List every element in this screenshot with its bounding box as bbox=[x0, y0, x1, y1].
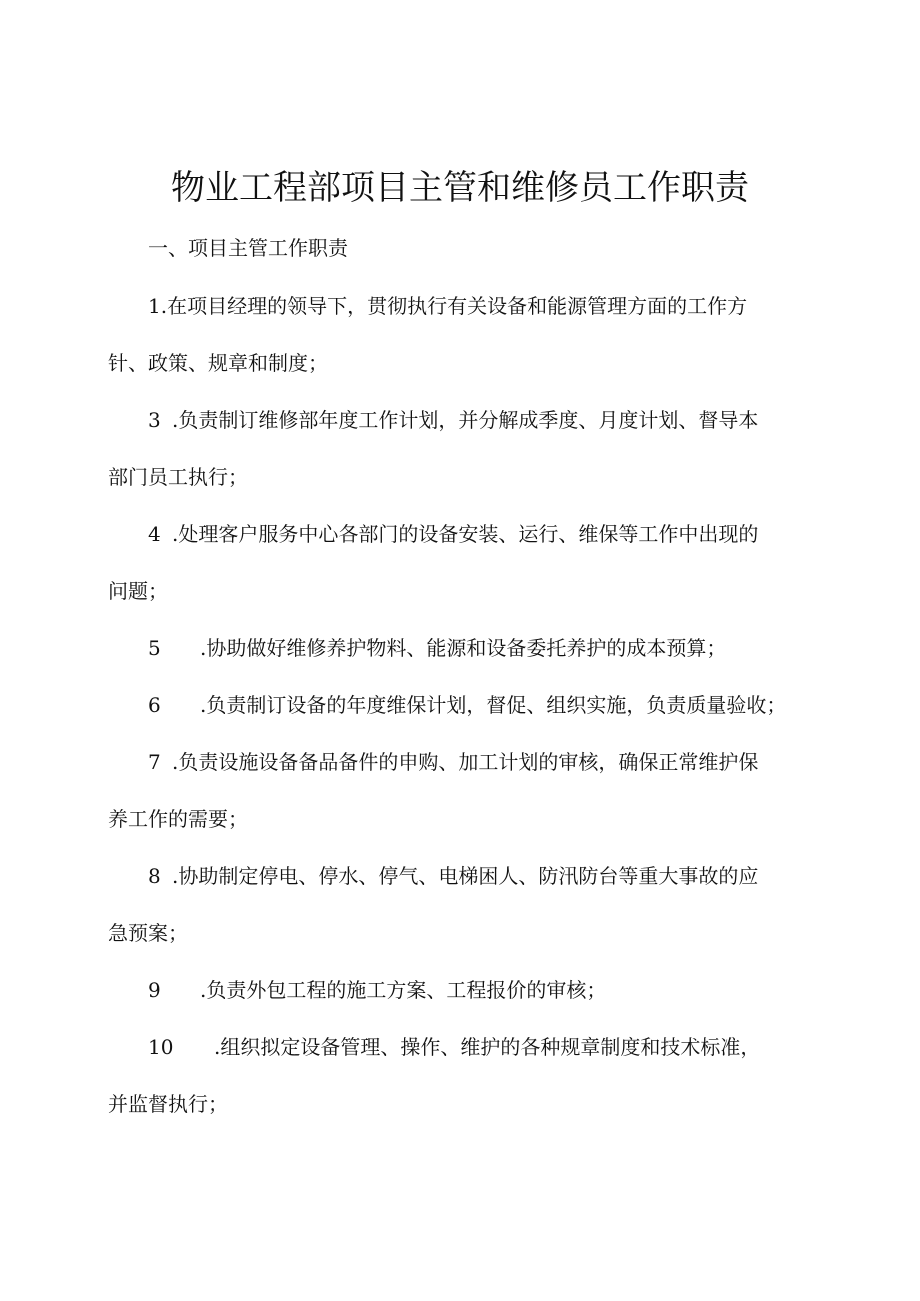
item-number: 7 bbox=[148, 750, 161, 774]
item-text: .协助制定停电、停水、停气、电梯困人、防汛防台等重大事故的应 bbox=[172, 864, 759, 888]
list-item-first-line bbox=[148, 291, 747, 321]
item-number: 10 bbox=[148, 1035, 174, 1059]
item-text: .负责外包工程的施工方案、工程报价的审核； bbox=[200, 978, 607, 1002]
item-number: 3 bbox=[148, 408, 161, 432]
item-text: 在项目经理的领导下，贯彻执行有关设备和能源管理方面的工作方 bbox=[167, 294, 748, 318]
item-text: .负责制订设备的年度维保计划，督促、组织实施，负责质量验收； bbox=[200, 693, 787, 717]
item-text: .负责设施设备备品备件的申购、加工计划的审核，确保正常维护保 bbox=[172, 750, 759, 774]
list-item-continuation: 针、政策、规章和制度； bbox=[108, 351, 328, 375]
item-number: 8 bbox=[148, 864, 161, 888]
list-item-first-line bbox=[148, 690, 786, 720]
list-item-first-line bbox=[148, 405, 758, 435]
item-number: 9 bbox=[148, 978, 161, 1002]
item-text: .组织拟定设备管理、操作、维护的各种规章制度和技术标准， bbox=[214, 1035, 761, 1059]
item-number: 1. bbox=[148, 294, 168, 318]
list-item-first-line bbox=[148, 1032, 760, 1062]
item-text: .处理客户服务中心各部门的设备安装、运行、维保等工作中出现的 bbox=[172, 522, 759, 546]
list-item-first-line bbox=[148, 975, 606, 1005]
document-title: 物业工程部项目主管和维修员工作职责 bbox=[171, 168, 749, 208]
list-item-first-line bbox=[148, 633, 726, 663]
item-text: .负责制订维修部年度工作计划，并分解成季度、月度计划、督导本 bbox=[172, 408, 759, 432]
item-text: .协助做好维修养护物料、能源和设备委托养护的成本预算； bbox=[200, 636, 727, 660]
item-number: 5 bbox=[148, 636, 161, 660]
item-number: 4 bbox=[148, 522, 161, 546]
list-item-continuation: 问题； bbox=[108, 579, 168, 603]
list-item-continuation: 并监督执行； bbox=[108, 1092, 228, 1116]
list-item-first-line bbox=[148, 519, 758, 549]
item-number: 6 bbox=[148, 693, 161, 717]
list-item-continuation: 急预案； bbox=[108, 921, 188, 945]
section-heading: 一、项目主管工作职责 bbox=[148, 236, 348, 260]
list-item-first-line bbox=[148, 861, 758, 891]
list-item-continuation: 养工作的需要； bbox=[108, 807, 248, 831]
list-item-continuation: 部门员工执行； bbox=[108, 465, 248, 489]
list-item-first-line bbox=[148, 747, 758, 777]
